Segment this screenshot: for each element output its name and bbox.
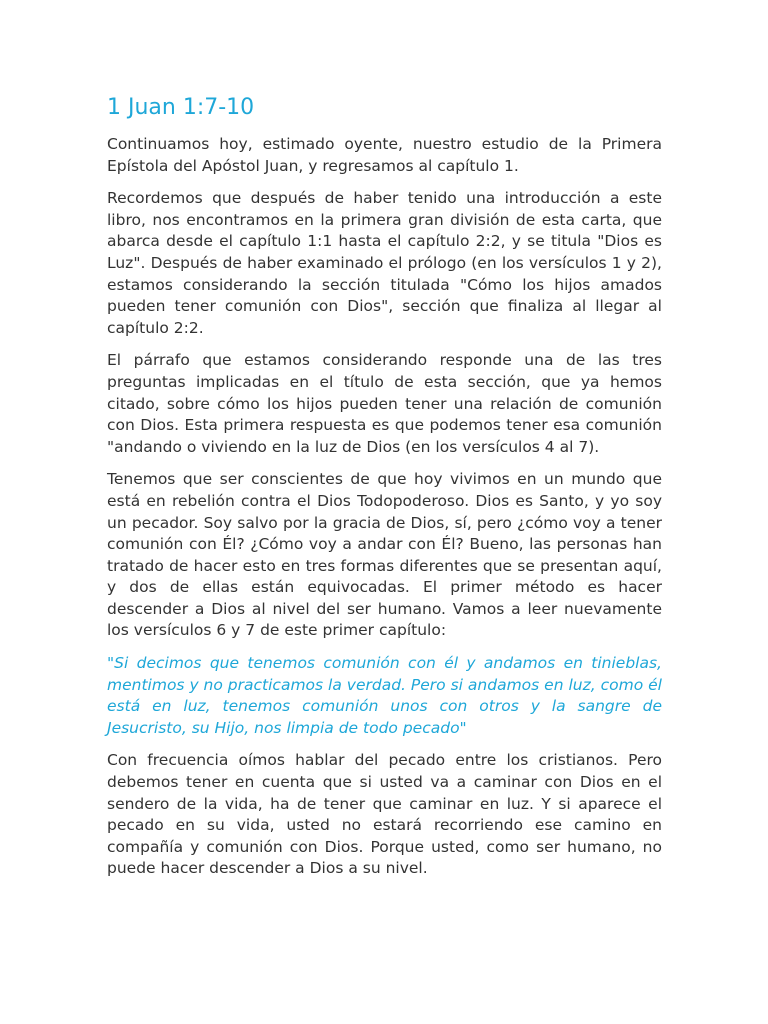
- paragraph-sin: Con frecuencia oímos hablar del pecado entre los cristianos. Pero debemos tener en cuenta que si usted va a caminar con Dios en el sendero de la vida, ha de tener que caminar en luz. Y si aparece el pecado en su vida, usted no estará recorriendo ese camino en compañía y comunión con Dios. Porque usted, como ser humano, no puede hacer descender a Dios a su nivel.: [107, 751, 662, 878]
- paragraph-intro: Continuamos hoy, estimado oyente, nuestro estudio de la Primera Epístola del Apóstol Juan, y regresamos al capítulo 1.: [107, 135, 662, 175]
- page-title: 1 Juan 1:7-10: [107, 95, 255, 120]
- document-page: [107, 94, 662, 891]
- paragraph-methods: Tenemos que ser conscientes de que hoy vivimos en un mundo que está en rebelión contra el Dios Todopoderoso. Dios es Santo, y yo soy un pecador. Soy salvo por la gracia de Dios, sí, pero ¿cómo voy a tener comunión con Él? ¿Cómo voy a andar con Él? Bueno, las personas han tratado de hacer esto en tres formas diferentes que se presentan aquí, y dos de ellas están equivocadas. El primer método es hacer descender a Dios al nivel del ser humano. Vamos a leer nuevamente los versículos 6 y 7 de este primer capítulo:: [107, 470, 662, 640]
- paragraph-question: El párrafo que estamos considerando responde una de las tres preguntas implicadas en el título de esta sección, que ya hemos citado, sobre cómo los hijos pueden tener una relación de comunión con Dios. Esta primera respuesta es que podemos tener esa comunión "andando o viviendo en la luz de Dios (en los versículos 4 al 7).: [107, 351, 662, 456]
- paragraph-context: Recordemos que después de haber tenido una introducción a este libro, nos encontramos en la primera gran división de esta carta, que abarca desde el capítulo 1:1 hasta el capítulo 2:2, y se titula "Dios es Luz". Después de haber examinado el prólogo (en los versículos 1 y 2), estamos considerando la sección titulada "Cómo los hijos amados pueden tener comunión con Dios", sección que finaliza al llegar al capítulo 2:2.: [107, 189, 662, 337]
- scripture-quote: "Si decimos que tenemos comunión con él y andamos en tinieblas, mentimos y no practicamos la verdad. Pero si andamos en luz, como él está en luz, tenemos comunión unos con otros y la sangre de Jesucristo, su Hijo, nos limpia de todo pecado": [107, 654, 662, 737]
